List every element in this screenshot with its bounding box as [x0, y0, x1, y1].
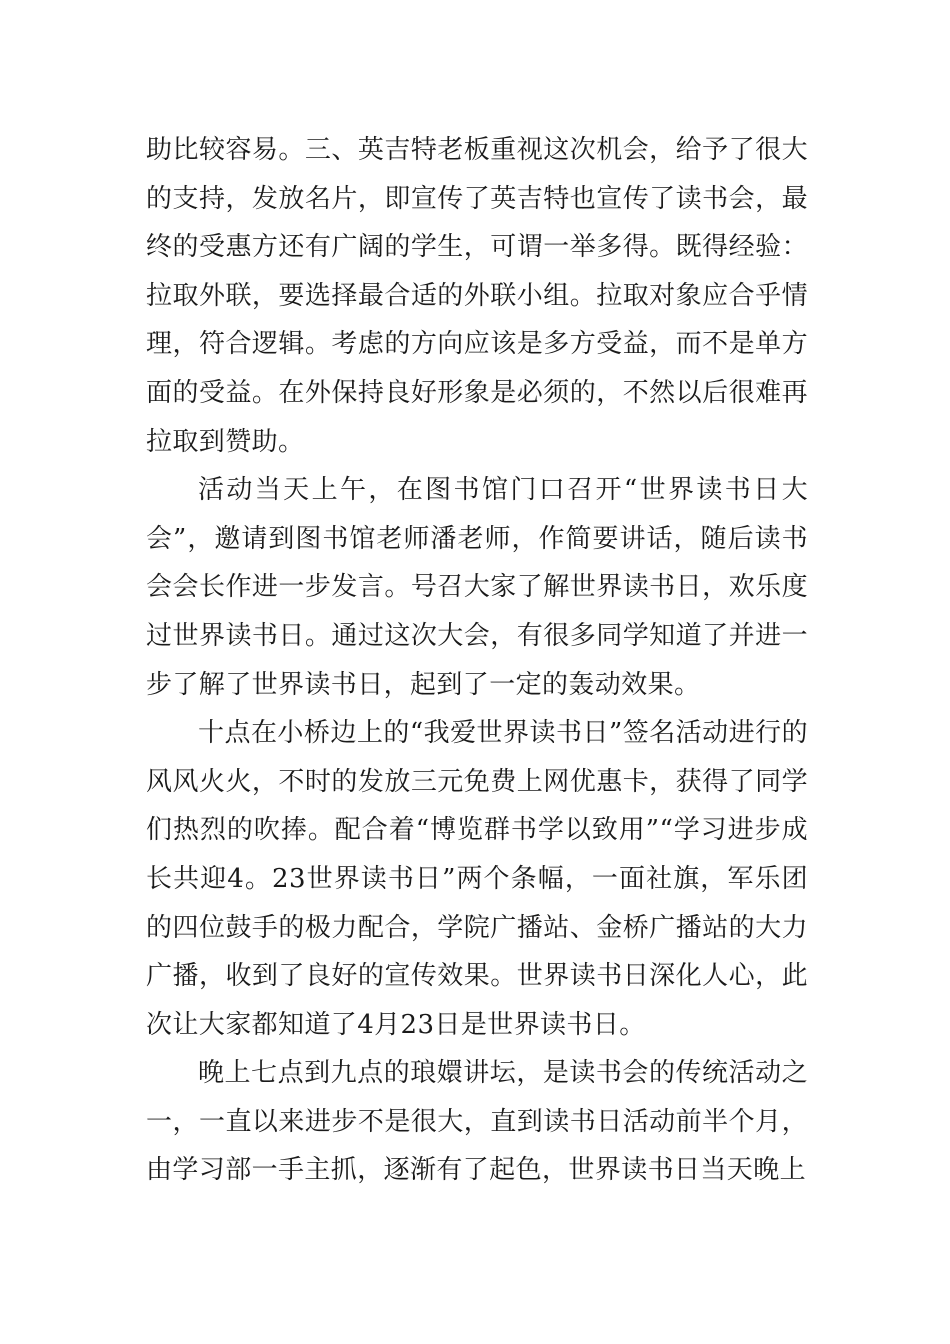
paragraph-3: 十点在小桥边上的“我爱世界读书日”签名活动进行的风风火火，不时的发放三元免费上网优惠卡，获得了同学们热烈的吹捧。配合着“博览群书学以致用”“学习进步成长共迎4。23世界读书日”两个条幅，一面社旗，军乐团的四位鼓手的极力配合，学院广播站、金桥广播站的大力广播，收到了良好的宣传效果。世界读书日深化人心，此次让大家都知道了4月23日是世界读书日。 [146, 718, 808, 1040]
paragraph-4: 晚上七点到九点的琅嬛讲坛，是读书会的传统活动之一，一直以来进步不是很大，直到读书日活动前半个月，由学习部一手主抓，逐渐有了起色，世界读书日当天晚上 [146, 1058, 808, 1186]
paragraph-2: 活动当天上午，在图书馆门口召开“世界读书日大会”，邀请到图书馆老师潘老师，作简要讲话，随后读书会会长作进一步发言。号召大家了解世界读书日，欢乐度过世界读书日。通过这次大会，有很多同学知道了并进一步了解了世界读书日，起到了一定的轰动效果。 [146, 475, 808, 700]
document-body [146, 126, 808, 1195]
paragraph-1: 助比较容易。三、英吉特老板重视这次机会，给予了很大的支持，发放名片，即宣传了英吉特也宣传了读书会，最终的受惠方还有广阔的学生，可谓一举多得。既得经验：拉取外联，要选择最合适的外联小组。拉取对象应合乎情理，符合逻辑。考虑的方向应该是多方受益，而不是单方面的受益。在外保持良好形象是必须的，不然以后很难再拉取到赞助。 [146, 135, 808, 457]
